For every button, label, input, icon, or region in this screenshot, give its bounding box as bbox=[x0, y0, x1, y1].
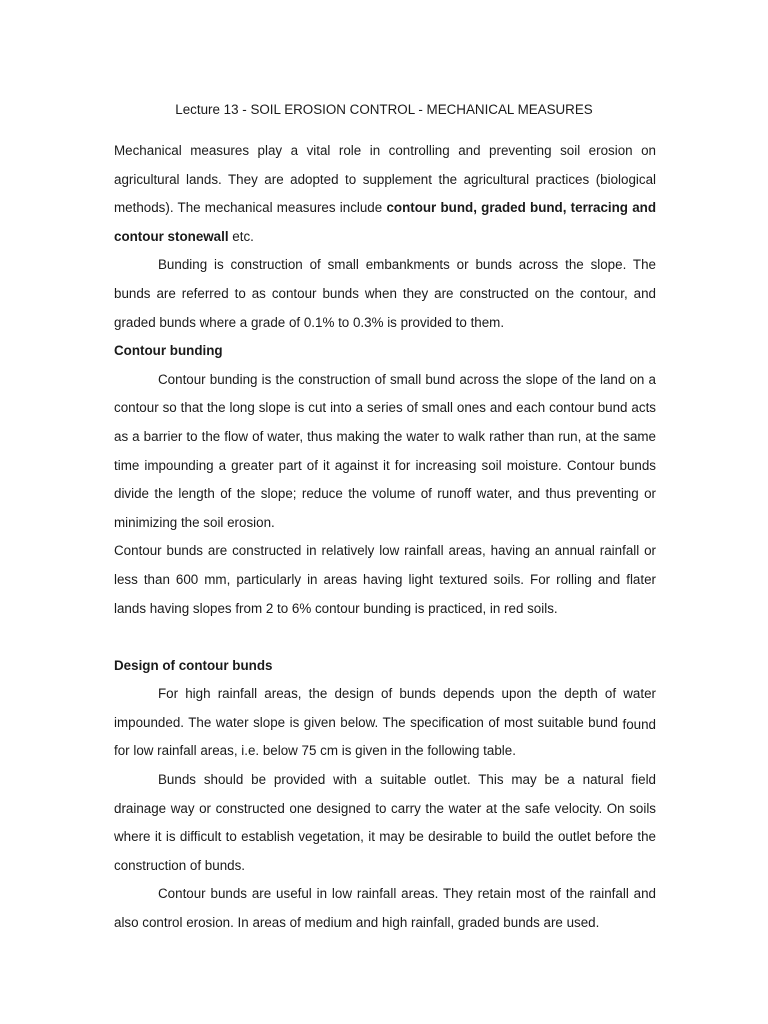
heading-contour-bunding: Contour bunding bbox=[114, 343, 223, 359]
paragraph-design-text: For high rainfall areas, the design of bunds depends upon the depth of water impounded. The water slope is given below. The specification of most suitable bund bbox=[114, 686, 656, 730]
paragraph-intro bbox=[114, 137, 656, 251]
paragraph-intro-bold: contour bund, graded bund, terracing and contour stonewall bbox=[114, 200, 656, 244]
page-title: Lecture 13 - SOIL EROSION CONTROL - MECHANICAL MEASURES bbox=[175, 102, 593, 117]
paragraph-bunding: Bunding is construction of small embankments or bunds across the slope. The bunds are referred to as contour bunds when they are constructed on the contour, and graded bunds where a grade of 0.1% to 0.3% is provided to them. bbox=[114, 257, 656, 330]
paragraph-intro-end: etc. bbox=[228, 228, 254, 244]
paragraph-contour-bunding: Contour bunding is the construction of small bund across the slope of the land on a contour so that the long slope is cut into a series of small ones and each contour bund acts as a barrier to the flow of water, thus making the water to walk rather than run, at the same time impounding a greater part of it against it for increasing soil moisture. Contour bunds divide the length of the slope; reduce the volume of runoff water, and thus preventing or minimizing the soil erosion. bbox=[114, 371, 656, 530]
paragraph-usefulness: Contour bunds are useful in low rainfall areas. They retain most of the rainfall and also control erosion. In areas of medium and high rainfall, graded bunds are used. bbox=[114, 886, 656, 931]
paragraph-design-found: found bbox=[622, 716, 656, 732]
paragraph-outlet: Bunds should be provided with a suitable outlet. This may be a natural field drainage way or constructed one designed to carry the water at the safe velocity. On soils where it is difficult to establish vegetation, it may be desirable to build the outlet before the construction of bunds. bbox=[114, 772, 656, 873]
paragraph-design-end: for low rainfall areas, i.e. below 75 cm is given in the following table. bbox=[114, 743, 516, 759]
spacer bbox=[114, 623, 656, 652]
paragraph-design bbox=[114, 680, 656, 766]
paragraph-contour-bunds-areas: Contour bunds are constructed in relatively low rainfall areas, having an annual rainfall or less than 600 mm, particularly in areas having light textured soils. For rolling and flater lands having slopes from 2 to 6% contour bunding is practiced, in red soils. bbox=[114, 543, 656, 616]
paragraph-intro-text: Mechanical measures play a vital role in controlling and preventing soil erosion on agricultural lands. They are adopted to supplement the agricultural practices (biological methods). The mechanical measures include bbox=[114, 143, 656, 216]
heading-design-contour-bunds: Design of contour bunds bbox=[114, 657, 273, 673]
document-body bbox=[114, 137, 656, 938]
